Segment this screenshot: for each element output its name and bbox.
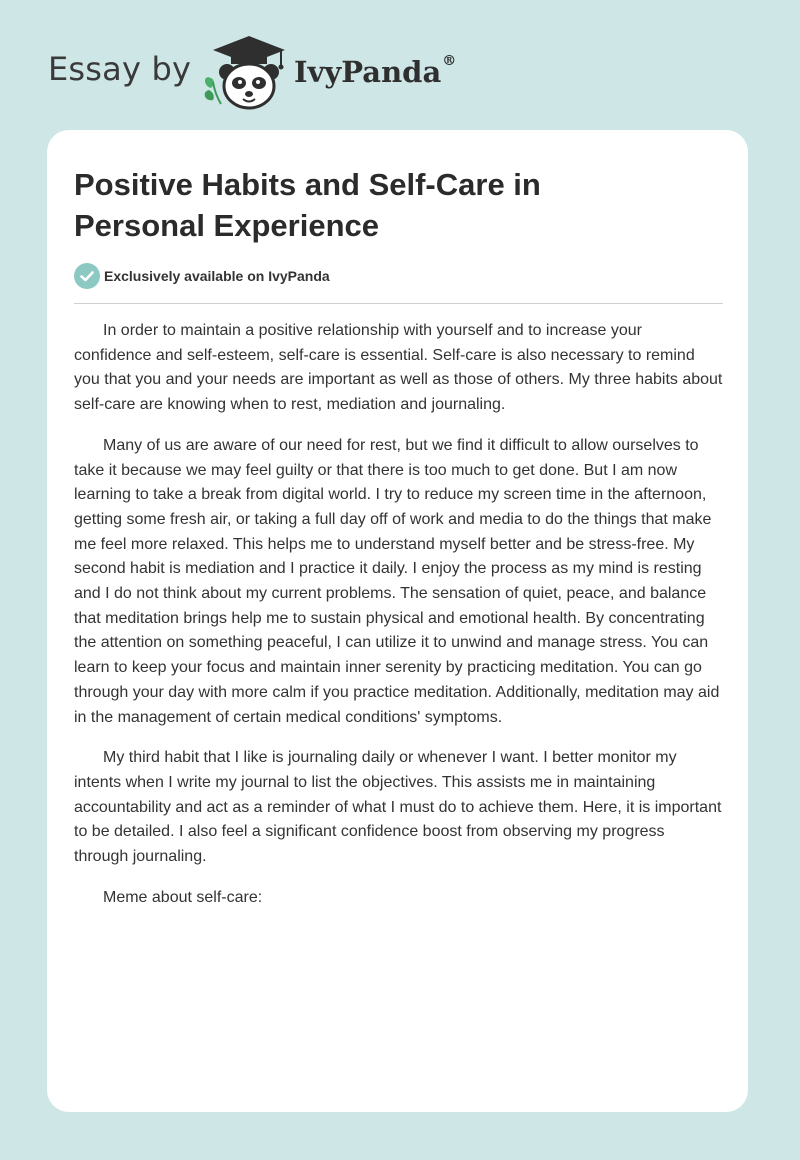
exclusive-badge [74,263,330,289]
paragraph: Many of us are aware of our need for rest, but we find it difficult to allow ourselves to take it because we may feel guilty or that there is too much to get done. But I am now learning to take a break from digital world. I try to reduce my screen time in the afternoon, getting some fresh air, or taking a full day off of work and media to do the things that make me feel more relaxed. This helps me to understand myself better and be stress-free. My second habit is mediation and I practice it daily. I enjoy the process as my mind is resting and I do not think about my current problems. The sensation of quiet, peace, and balance that meditation brings help me to sustain physical and emotional health. By concentrating the attention on something peaceful, I can utilize it to unwind and manage stress. You can learn to keep your focus and maintain inner serenity by practicing meditation. You can go through your day with more calm if you practice meditation. Additionally, meditation may aid in the management of certain medical conditions' symptoms. [74,436,720,726]
paragraph: In order to maintain a positive relationship with yourself and to increase your confidence and self-esteem, self-care is essential. Self-care is also necessary to remind you that you and your needs are important as well as those of others. My three habits about self-care are knowing when to rest, mediation and journaling. [74,322,723,414]
brand-prefix: Essay by [48,50,192,88]
exclusive-label: Exclusively available on IvyPanda [104,268,330,284]
brand-header [48,34,468,114]
paragraph: Meme about self-care: [103,888,263,906]
brand-name-text: IvyPanda [294,55,442,89]
registered-mark: ® [442,53,457,69]
panda-logo-icon[interactable] [201,34,291,110]
paragraph: My third habit that I like is journaling daily or whenever I want. I better monitor my intents when I write my journal to list the objectives. This assists me in maintaining accountability and act as a reminder of what I must do to achieve them. Here, it is important to be detailed. I also feel a significant confidence boost from observing my progress through journaling. [74,749,722,866]
check-circle-icon [74,263,100,289]
brand-name[interactable] [294,55,456,89]
essay-body [74,319,723,926]
essay-card [47,130,748,1112]
page-title: Positive Habits and Self-Care in Personal Experience [74,167,541,243]
divider [74,303,723,304]
